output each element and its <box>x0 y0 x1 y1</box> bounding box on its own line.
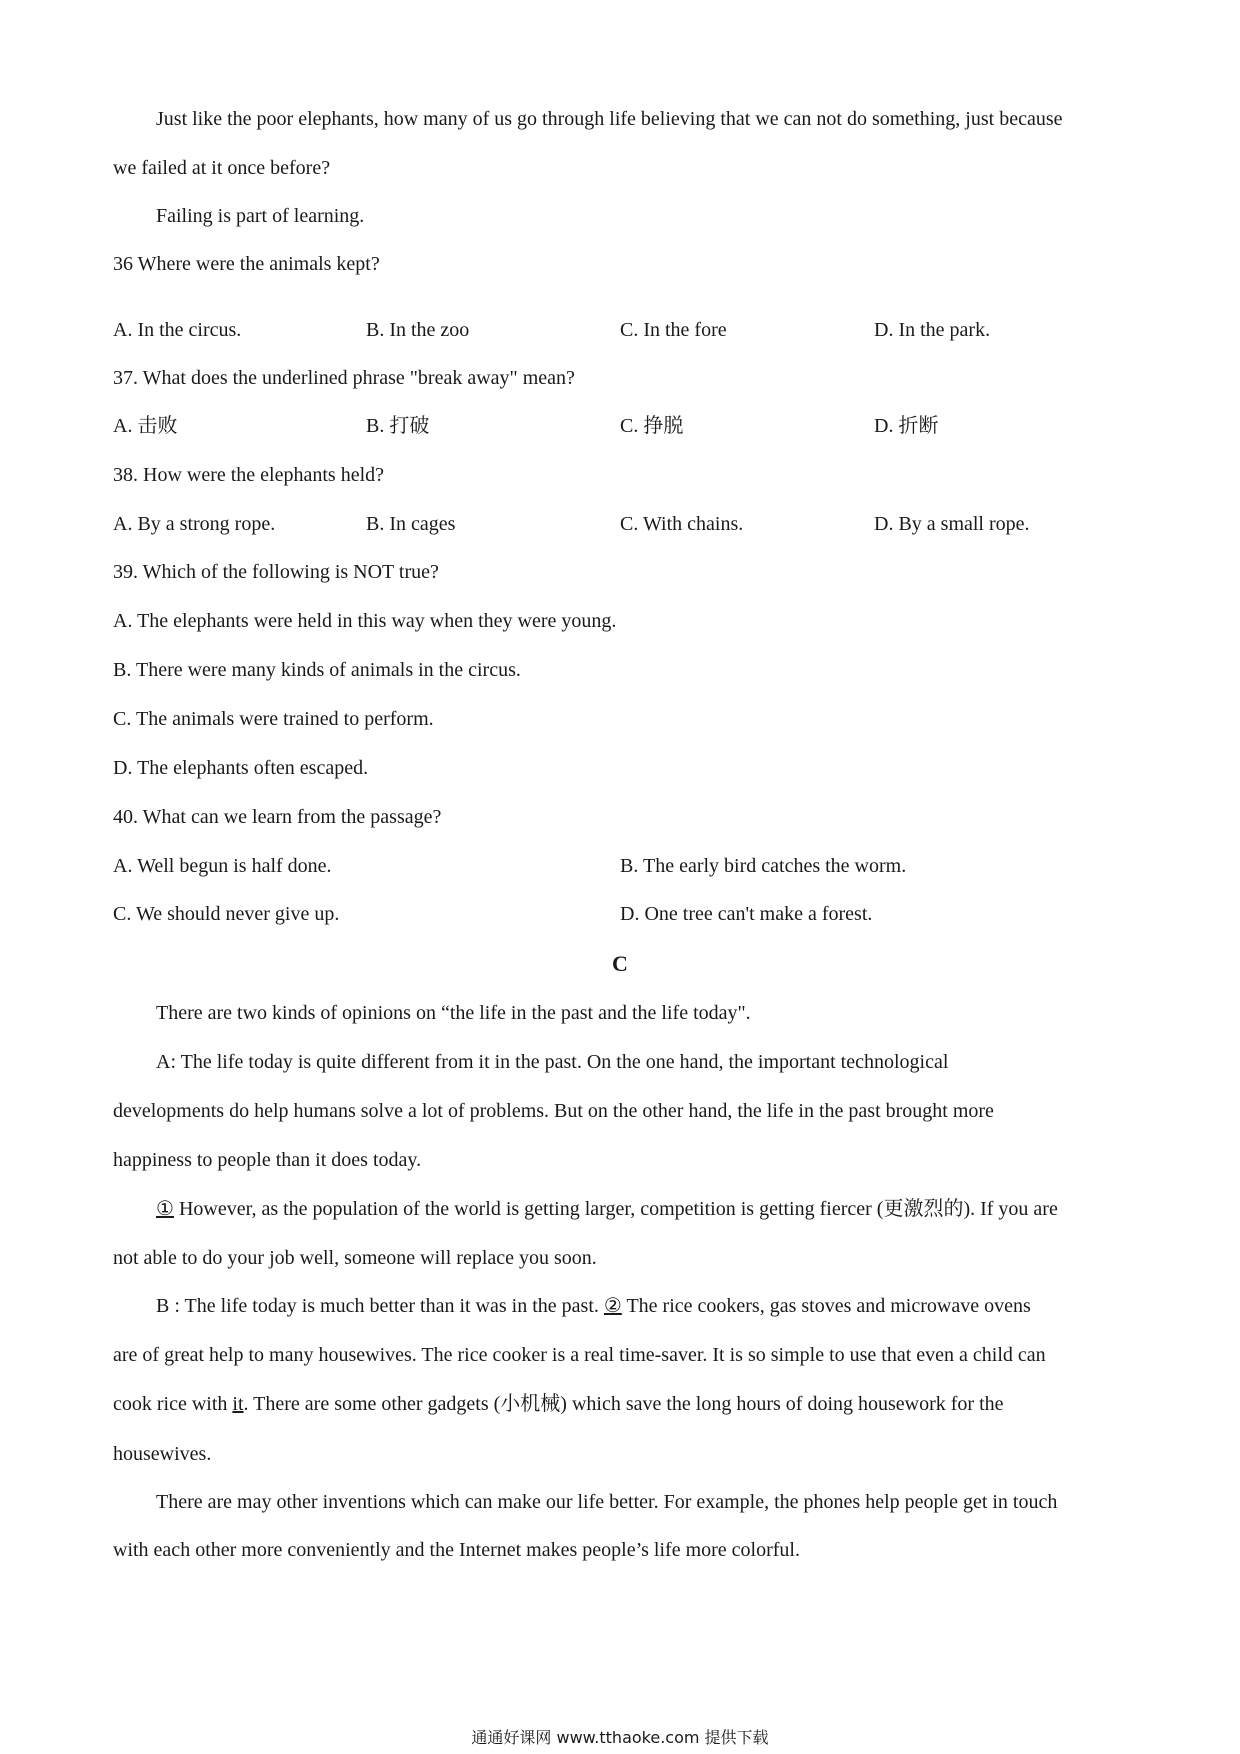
question-40-option-d: D. One tree can't make a forest. <box>620 903 873 925</box>
question-39-option-c: C. The animals were trained to perform. <box>113 708 434 730</box>
question-39-option-b: B. There were many kinds of animals in the circus. <box>113 659 521 681</box>
question-36-option-d: D. In the park. <box>874 319 991 341</box>
question-37-option-d: D. 折断 <box>874 415 939 437</box>
blank1-marker: ① <box>156 1198 174 1220</box>
blank1-paragraph-line2: not able to do your job well, someone will replace you soon. <box>113 1247 597 1269</box>
question-39-option-d: D. The elephants often escaped. <box>113 757 369 779</box>
question-37-option-c: C. 挣脱 <box>620 415 684 437</box>
opinion-a-line3: happiness to people than it does today. <box>113 1149 422 1171</box>
opinion-b-line4: housewives. <box>113 1443 212 1465</box>
question-40-option-a: A. Well begun is half done. <box>113 855 332 877</box>
passage-b-para2: Failing is part of learning. <box>156 205 365 227</box>
opinion-b-line1 <box>156 1292 1031 1320</box>
blank1-paragraph-text: However, as the population of the world is getting larger, competition is getting fiercer (更激烈的). If you are <box>173 1198 1058 1220</box>
opinion-b-line3-start: cook rice with <box>113 1393 233 1415</box>
question-36-stem: 36 Where were the animals kept? <box>113 253 380 275</box>
opinion-b-text-start: B : The life today is much better than it was in the past. <box>156 1295 604 1317</box>
question-36-option-a: A. In the circus. <box>113 319 242 341</box>
opinion-b-line3-rest: . There are some other gadgets (小机械) which save the long hours of doing housework for the <box>243 1393 1004 1415</box>
question-38-option-c: C. With chains. <box>620 513 744 535</box>
question-36-option-c: C. In the fore <box>620 319 727 341</box>
last-paragraph-line2: with each other more conveniently and the Internet makes people’s life more colorful. <box>113 1539 800 1561</box>
page-footer: 通通好课网 www.tthaoke.com 提供下载 <box>471 1728 769 1747</box>
passage-b-para1-line2: we failed at it once before? <box>113 157 331 179</box>
question-38-option-b: B. In cages <box>366 513 456 535</box>
question-40-option-b: B. The early bird catches the worm. <box>620 855 907 877</box>
last-paragraph-line1: There are may other inventions which can make our life better. For example, the phones help people get in touch <box>156 1491 1058 1513</box>
blank1-paragraph-line1 <box>156 1195 1058 1223</box>
question-40-option-c: C. We should never give up. <box>113 903 340 925</box>
opinion-b-text-rest: The rice cookers, gas stoves and microwave ovens <box>621 1295 1031 1317</box>
question-40-stem: 40. What can we learn from the passage? <box>113 806 442 828</box>
opinion-b-line2: are of great help to many housewives. The rice cooker is a real time-saver. It is so simple to use that even a child can <box>113 1344 1046 1366</box>
question-36-option-b: B. In the zoo <box>366 319 470 341</box>
blank2-marker: ② <box>603 1295 622 1317</box>
question-38-option-a: A. By a strong rope. <box>113 513 276 535</box>
question-37-stem: 37. What does the underlined phrase "break away" mean? <box>113 367 575 389</box>
opinion-b-line3 <box>113 1390 1004 1418</box>
opinion-a-line1: A: The life today is quite different from it in the past. On the one hand, the important technological <box>156 1051 949 1073</box>
passage-b-para1-line1: Just like the poor elephants, how many of us go through life believing that we can not do something, just because <box>156 108 1063 130</box>
question-37-option-a: A. 击败 <box>113 415 178 437</box>
question-39-option-a: A. The elephants were held in this way when they were young. <box>113 610 617 632</box>
passage-c-heading: C <box>612 951 628 976</box>
question-39-stem: 39. Which of the following is NOT true? <box>113 561 439 583</box>
underlined-it: it <box>232 1393 244 1415</box>
opinion-a-line2: developments do help humans solve a lot of problems. But on the other hand, the life in the past brought more <box>113 1100 994 1122</box>
question-38-stem: 38. How were the elephants held? <box>113 464 385 486</box>
question-37-option-b: B. 打破 <box>366 415 430 437</box>
question-38-option-d: D. By a small rope. <box>874 513 1030 535</box>
passage-c-intro: There are two kinds of opinions on “the life in the past and the life today". <box>156 1002 751 1024</box>
